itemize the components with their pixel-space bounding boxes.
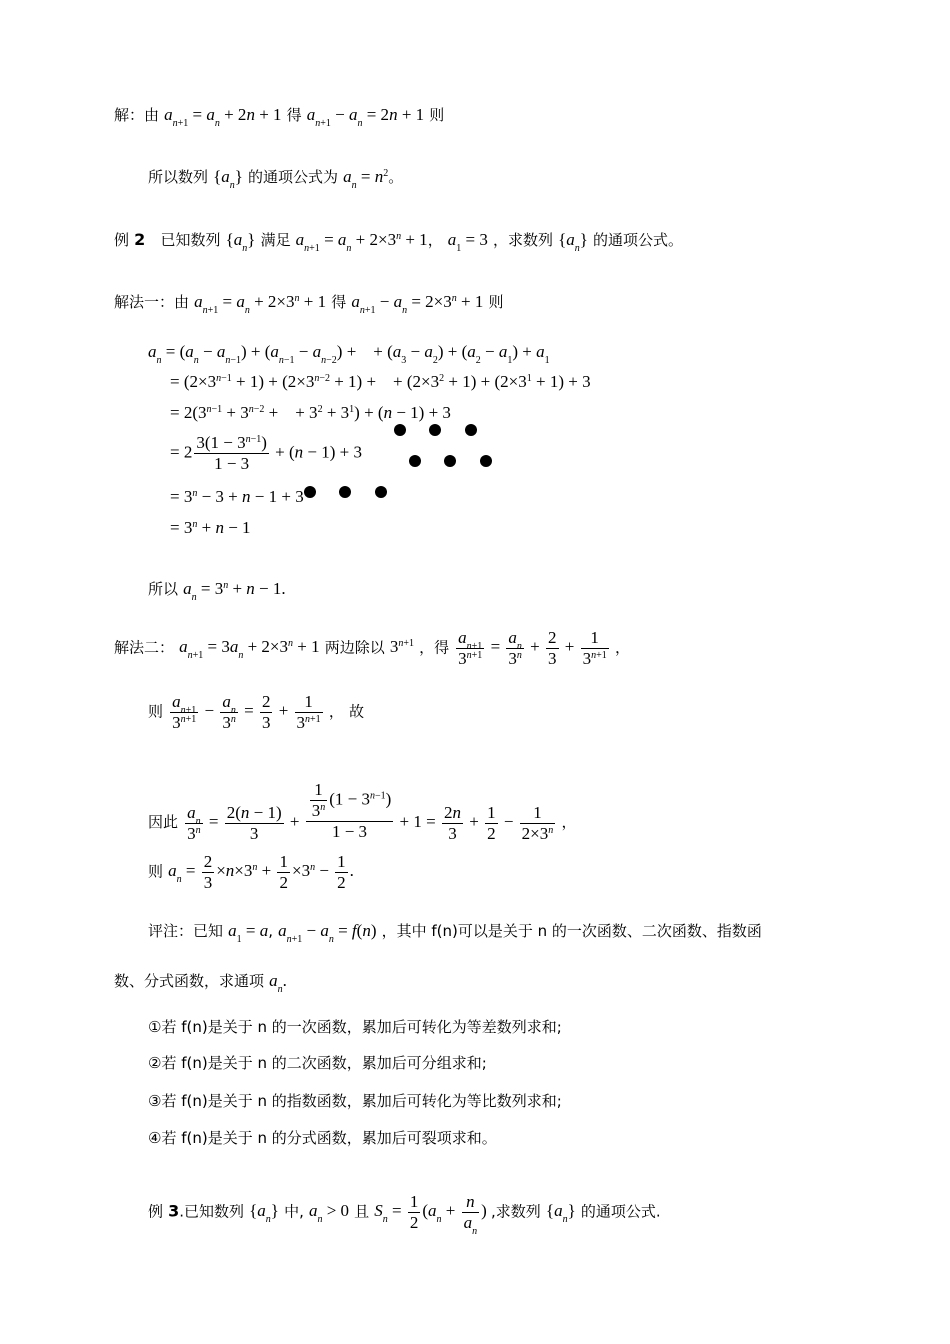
derivation-step-6: = $3^n + n - 1$ (170, 518, 251, 537)
note-item-2: ②若 f(n)是关于 n 的二次函数，累加后可分组求和; (148, 1054, 487, 1072)
conclusion-line-2: 所以 $a_n = 3^n + n - 1$. (148, 579, 286, 603)
derivation-step-1: $a_n = (a_n - a_{n-1}) + (a_{n-1} - a_{n-2})$ + + $(a_3 - a_2) + (a_2 - a_1) + a_1$ (148, 342, 550, 366)
derivation-step-3: = $2(3^{n-1} + 3^{n-2}$ + + $3^2 + 3^1) + (n - 1) + 3$ (170, 403, 451, 422)
ellipsis-dot (409, 455, 421, 467)
solution-line-1: 解：由 $a_{n+1} = a_n + 2n + 1$ 得 $a_{n+1} - a_n = 2n + 1$ 则 (114, 105, 445, 129)
note-item-1: ①若 f(n)是关于 n 的一次函数，累加后可转化为等差数列求和; (148, 1018, 562, 1036)
note-line-2: 数、分式函数，求通项 $a_n$. (114, 971, 287, 995)
example-2-statement: 例 2 已知数列 $\{a_n\}$ 满足 $a_{n+1} = a_n + 2\times 3^n + 1$， $a_1 = 3$ ，求数列 $\{a_n\}$ 的通项公式。 (114, 230, 684, 254)
derivation-step-5: = $3^n - 3 + n - 1 + 3$ (170, 487, 304, 506)
ellipsis-dot (339, 486, 351, 498)
method-2-then: 则 $\frac{a_{n+1}}{3^{n+1}}$ − $\frac{a_n}{3^n}$ = $\frac{2}{3}$ + $\frac{1}{3^{n+1}}$ ， 故 (148, 692, 365, 732)
example-3-statement: 例 3.已知数列 $\{a_n\}$ 中, $a_n > 0$ 且 $S_n$ = $\frac{1}{2}$ ($a_n$ + $\frac{n}{a_n}$ ) ,求数列 $\{a_n\}$ 的通项公式. (148, 1192, 661, 1237)
method-2-result: 则 $a_n$ = $\frac{2}{3}$ $\times n\times 3^n$ + $\frac{1}{2}$ $\times 3^n$ − $\frac{1}{2}$ . (148, 852, 354, 892)
note-line-1: 评注：已知 $a_1 = a$, $a_{n+1} - a_n = f(n)$ ，其中 f(n)可以是关于 n 的一次函数、二次函数、指数函 (148, 921, 762, 945)
ellipsis-dot (394, 424, 406, 436)
formula: $a_{n+1} = a_n + 2n + 1$ (164, 105, 282, 129)
derivation-step-4: = 2 $\frac{3(1 - 3^{n-1})}{1 - 3}$ + (n − 1) + 3 (170, 433, 362, 473)
ellipsis-dot (375, 486, 387, 498)
derivation-step-2: = $(2\times 3^{n-1} + 1) + (2\times 3^{n-2} + 1)$ + + $(2\times 3^2 + 1) + (2\times 3^1 + 1) + 3$ (170, 372, 591, 391)
method-2-therefore: 因此 $\frac{a_n}{3^n}$ = $\frac{2(n - 1)}{3}$ + $\frac{1}{3^n}$ $(1 - 3^{n-1})$ 1 − 3 + 1 = $\frac{2n}{3}$ + $\frac{1}{2}$ − $\frac{1}{2\times 3^n}$ ， (148, 780, 577, 843)
ellipsis-dot (465, 424, 477, 436)
conclusion-line-1: 所以数列 $\{a_n\}$ 的通项公式为 $a_n = n^2$。 (148, 167, 404, 191)
ellipsis-dot (444, 455, 456, 467)
ellipsis-dot (304, 486, 316, 498)
method-2-line: 解法二： $a_{n+1} = 3a_n + 2\times 3^n + 1$ 两边除以 $3^{n+1}$ ，得 $\frac{a_{n+1}}{3^{n+1}}$ = $\frac{a_n}{3^n}$ + $\frac{2}{3}$ + $\frac{1}{3^{n+1}}$ ， (114, 628, 630, 668)
note-item-3: ③若 f(n)是关于 n 的指数函数，累加后可转化为等比数列求和; (148, 1092, 562, 1110)
note-item-4: ④若 f(n)是关于 n 的分式函数，累加后可裂项求和。 (148, 1129, 497, 1147)
formula: $a_{n+1} - a_n = 2n + 1$ (306, 105, 425, 129)
ellipsis-dot (429, 424, 441, 436)
method-1-line: 解法一：由 $a_{n+1} = a_n + 2\times 3^n + 1$ 得 $a_{n+1} - a_n = 2\times 3^n + 1$ 则 (114, 292, 504, 316)
ellipsis-dot (480, 455, 492, 467)
